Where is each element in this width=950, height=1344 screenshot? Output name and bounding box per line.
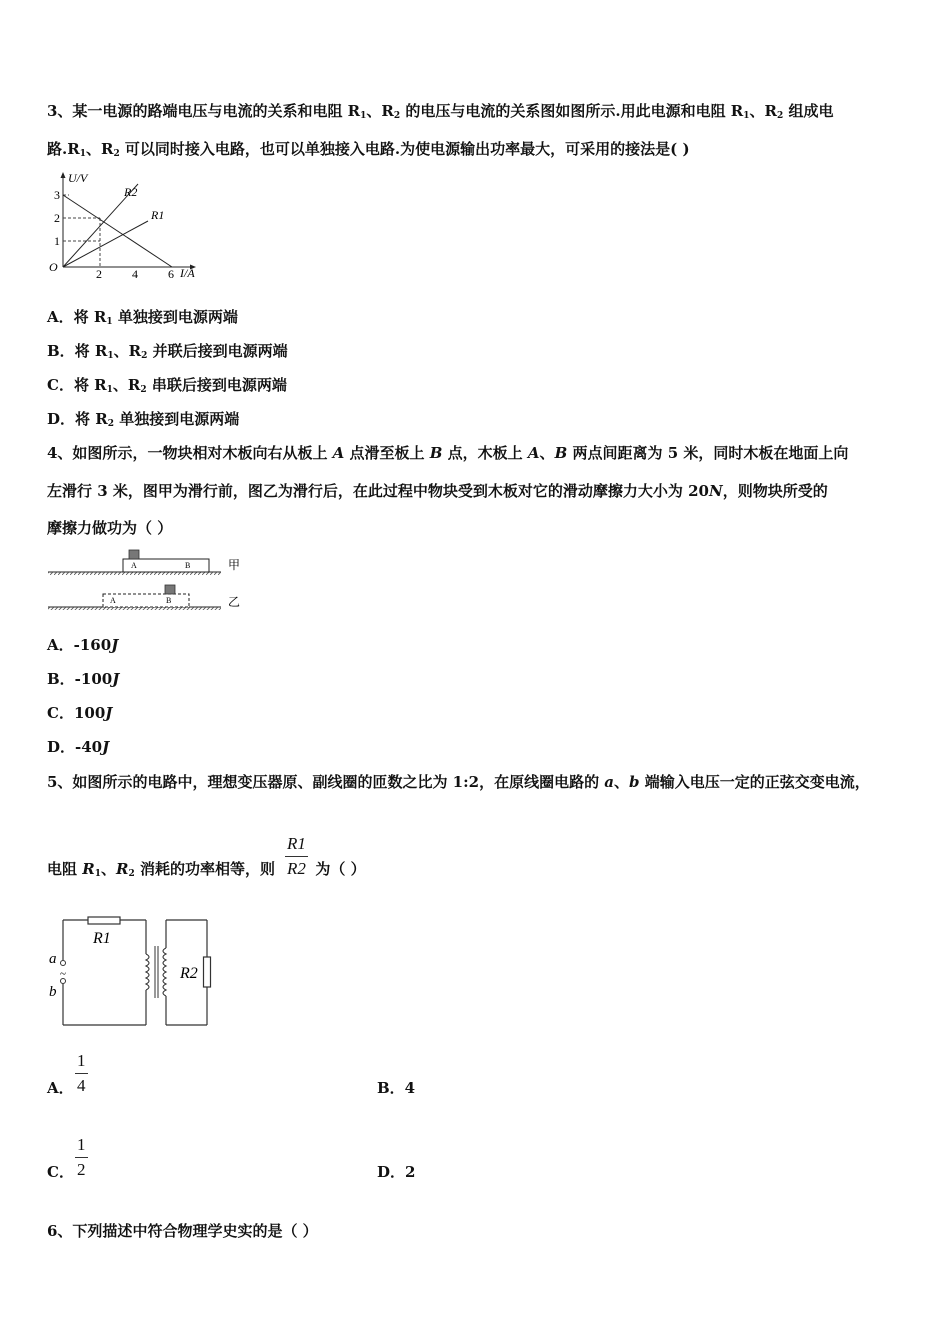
- q4-line-3: 摩擦力做功为（ ）: [47, 519, 173, 537]
- origin-label: O: [49, 260, 58, 274]
- ratio-numerator: R1: [285, 834, 308, 857]
- q6-line-1: 6、下列描述中符合物理学史实的是（ ）: [47, 1222, 318, 1240]
- label-tilde: ~: [60, 968, 66, 980]
- label-r2: R2: [180, 965, 198, 982]
- y-tick-1: 1: [54, 234, 60, 248]
- label-a: a: [49, 951, 57, 967]
- primary-coil: [146, 954, 149, 990]
- y-tick-2: 2: [54, 211, 60, 225]
- y-axis-label: U/V: [68, 171, 88, 185]
- q5-ratio-fraction: [285, 834, 308, 879]
- q4-figure: [46, 547, 246, 613]
- board-yi: [103, 594, 189, 607]
- secondary-coil: [163, 948, 166, 996]
- label-jia: 甲: [228, 558, 241, 572]
- block-jia: [129, 550, 139, 559]
- label-r1: R1: [93, 930, 111, 947]
- x-tick-4: 4: [132, 267, 138, 281]
- label-b-jia: B: [185, 561, 191, 570]
- ratio-denominator: R2: [287, 859, 306, 878]
- q3-option-d[interactable]: D．将 $R_2$ 单独接到电源两端: [47, 410, 240, 429]
- terminal-a: [61, 961, 66, 966]
- q5-option-b[interactable]: B．4: [377, 1079, 416, 1097]
- y-tick-3: 3: [54, 188, 60, 202]
- resistor-r1: [88, 917, 120, 924]
- x-tick-2: 2: [96, 267, 102, 281]
- q5-line-1: 5、如图所示的电路中，理想变压器原、副线圈的匝数之比为 1:2，在原线圈电路的 a、b 端输入电压一定的正弦交变电流，: [47, 773, 870, 791]
- x-tick-6: 6: [168, 267, 174, 281]
- q3-option-c[interactable]: C．将 $R_1$、$R_2$ 串联后接到电源两端: [47, 376, 287, 395]
- x-axis-label: I/A: [180, 266, 195, 280]
- source-line: [63, 195, 172, 267]
- label-yi: 乙: [228, 595, 241, 609]
- q3-option-b[interactable]: B．将 $R_1$、$R_2$ 并联后接到电源两端: [47, 342, 288, 361]
- q4-line-2: 左滑行 3 米，图甲为滑行前，图乙为滑行后，在此过程中物块受到木板对它的滑动摩擦力大小为 20N，则物块所受的: [47, 482, 828, 500]
- q3-line-2: 路$.R_1$、$R_2$ 可以同时接入电路，也可以单独接入电路.为使电源输出功率最大，可采用的接法是( ): [47, 140, 690, 159]
- q4-line-1: 4、如图所示，一物块相对木板向右从板上 A 点滑至板上 B 点，木板上 A、B 两点间距离为 5 米，同时木板在地面上向: [47, 444, 849, 462]
- q4-option-c[interactable]: C．100J: [47, 704, 113, 722]
- q4-option-a[interactable]: A．-160J: [47, 636, 119, 654]
- q4-option-d[interactable]: D．-40J: [47, 738, 110, 756]
- q5-circuit: [44, 912, 224, 1030]
- q3-line-1: 3、某一电源的路端电压与电流的关系和电阻 $R_1$、$R_2$ 的电压与电流的关系图如图所示.用此电源和电阻 $R_1$、$R_2$ 组成电: [47, 102, 834, 121]
- r1-label: R1: [151, 208, 165, 222]
- q3-ui-graph: [44, 168, 204, 280]
- label-a-jia: A: [131, 561, 137, 570]
- q3-option-a[interactable]: A．将 $R_1$ 单独接到电源两端: [47, 308, 238, 327]
- q4-option-b[interactable]: B．-100J: [47, 670, 120, 688]
- ground-yi-hatch: [48, 607, 221, 610]
- resistor-r2: [204, 957, 211, 987]
- r2-label: R2: [124, 185, 138, 199]
- q5-line-2: 电阻 $R_1$、$R_2$ 消耗的功率相等，则 为（ ）: [47, 860, 366, 879]
- q5-option-a-label[interactable]: A．: [47, 1079, 74, 1097]
- q5-option-d[interactable]: D．2: [377, 1163, 416, 1181]
- label-b: b: [49, 984, 57, 1000]
- q5-option-c-label[interactable]: C．: [47, 1163, 74, 1181]
- label-b-yi: B: [166, 596, 172, 605]
- block-yi: [165, 585, 175, 594]
- r1-line: [63, 221, 148, 267]
- label-a-yi: A: [110, 596, 116, 605]
- q5-option-c-fraction: $\frac{1}{2}$: [77, 1135, 86, 1179]
- q5-option-a-fraction: $\frac{1}{4}$: [77, 1051, 86, 1095]
- graph-y-arrow: [61, 172, 66, 178]
